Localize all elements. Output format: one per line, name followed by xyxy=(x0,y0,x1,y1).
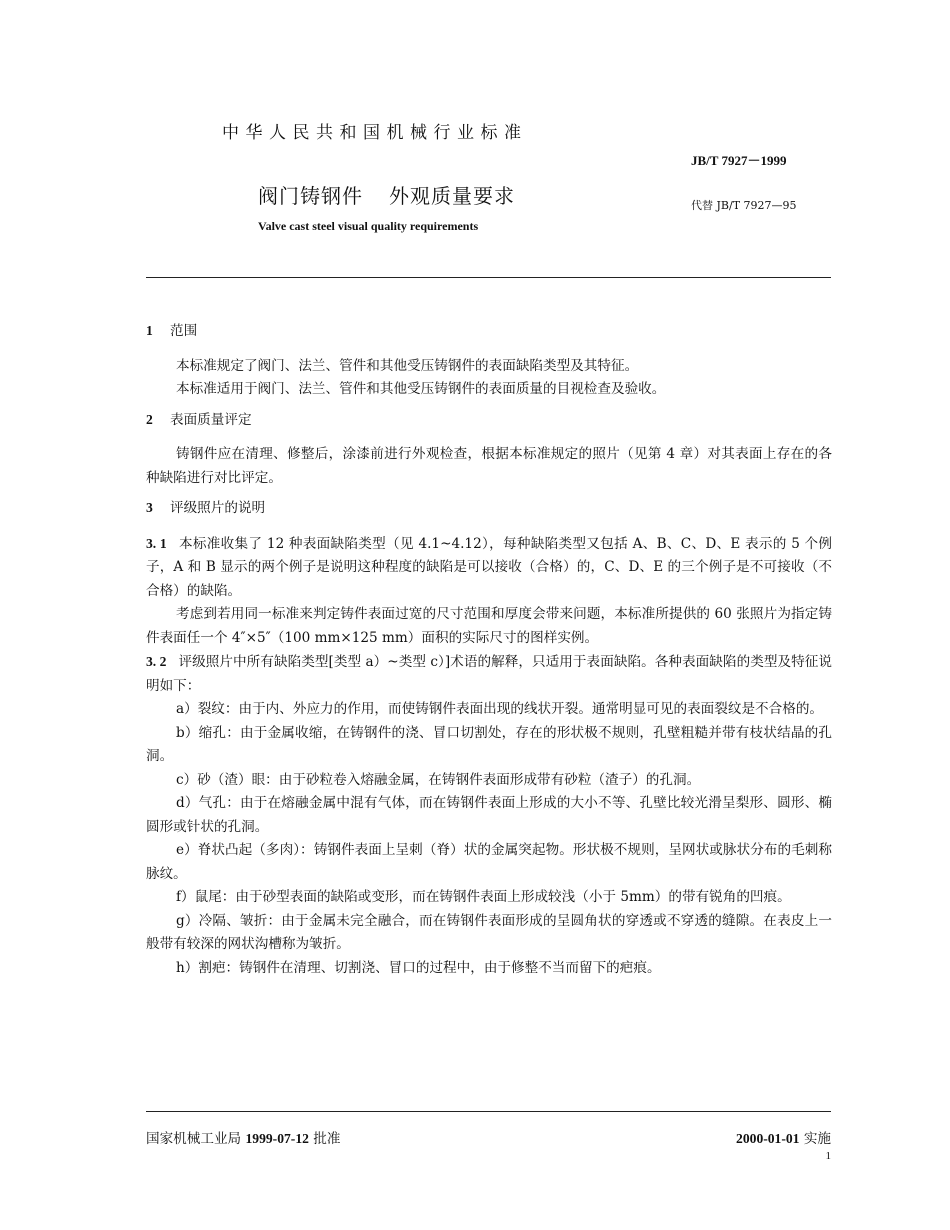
subsection-number: 3. 2 xyxy=(146,654,167,669)
section-heading xyxy=(146,496,832,521)
defect-item-a: a）裂纹：由于内、外应力的作用，而使铸钢件表面出现的线状开裂。通常明显可见的表面裂纹是不合格的。 xyxy=(176,701,824,717)
document-body xyxy=(146,316,832,980)
section-title: 范围 xyxy=(170,323,198,339)
subsection-text: 本标准收集了 12 种表面缺陷类型（见 4.1~4.12），每种缺陷类型又包括 A、B、C、D、E 表示的 5 个例子，A 和 B 显示的两个例子是说明这种程度的缺陷是可以接收（合格）的，C、D、E 的三个例子是不可接收（不合格）的缺陷。 xyxy=(146,535,832,599)
replaces-note: 代替 JB/T 7927—95 xyxy=(691,199,797,212)
paragraph: 本标准适用于阀门、法兰、管件和其他受压铸钢件的表面质量的目视检查及验收。 xyxy=(176,381,666,397)
approve-label: 批准 xyxy=(313,1131,341,1147)
subsection-number: 3. 1 xyxy=(146,535,167,551)
section-number: 3 xyxy=(146,500,153,515)
defect-item-g: g）冷隔、皱折：由于金属未完全融合，而在铸钢件表面形成的呈圆角状的穿透或不穿透的缝隙。在表皮上一般带有较深的网状沟槽称为皱折。 xyxy=(146,912,832,952)
title-part-2: 外观质量要求 xyxy=(389,184,515,208)
page-number: 1 xyxy=(825,1150,831,1162)
subsection-text: 评级照片中所有缺陷类型[类型 a）~类型 c）]术语的解释，只适用于表面缺陷。各种表面缺陷的类型及特征说明如下： xyxy=(146,654,832,694)
section-heading xyxy=(146,408,832,433)
subsection-3-2 xyxy=(146,650,832,698)
defect-item-d: d）气孔：由于在熔融金属中混有气体，而在铸钢件表面上形成的大小不等、孔壁比较光滑呈梨形、圆形、椭圆形或针状的孔洞。 xyxy=(146,795,832,835)
title-part-1: 阀门铸钢件 xyxy=(258,184,363,208)
issuing-organization: 中华人民共和国机械行业标准 xyxy=(222,123,528,143)
approval-info xyxy=(146,1127,340,1147)
subsection-3-1 xyxy=(146,532,832,604)
english-title: Valve cast steel visual quality requirements xyxy=(258,219,479,233)
paragraph: 考虑到若用同一标准来判定铸件表面过宽的尺寸范围和厚度会带来问题，本标准所提供的 60 张照片为指定铸件表面任一个 4″×5″（100 mm×125 mm）面积的实际尺寸的图样实例。 xyxy=(146,606,832,646)
defect-item-c: c）砂（渣）眼：由于砂粒卷入熔融金属，在铸钢件表面形成带有砂粒（渣子）的孔洞。 xyxy=(176,771,701,788)
effective-date: 2000-01-01 xyxy=(736,1131,800,1146)
section-title: 表面质量评定 xyxy=(170,411,252,428)
section-number: 1 xyxy=(146,323,153,338)
defect-item-h: h）割疤：铸钢件在清理、切割浇、冒口的过程中，由于修整不当而留下的疤痕。 xyxy=(176,959,661,976)
defect-item-f: f）鼠尾：由于砂型表面的缺陷或变形，而在铸钢件表面上形成较浅（小于 5mm）的带有锐角的凹痕。 xyxy=(176,889,791,905)
paragraph: 本标准规定了阀门、法兰、管件和其他受压铸钢件的表面缺陷类型及其特征。 xyxy=(176,357,639,374)
section-number: 2 xyxy=(146,411,153,427)
issuer: 国家机械工业局 xyxy=(146,1131,242,1147)
header-divider xyxy=(146,277,831,278)
effective-info xyxy=(736,1127,831,1147)
approve-date: 1999-07-12 xyxy=(245,1131,309,1146)
paragraph: 铸钢件应在清理、修整后，涂漆前进行外观检查，根据本标准规定的照片（见第 4 章）对其表面上存在的各种缺陷进行对比评定。 xyxy=(146,446,832,486)
defect-item-e: e）脊状凸起（多肉）：铸钢件表面上呈刺（脊）状的金属突起物。形状极不规则，呈网状或脉状分布的毛刺称脉纹。 xyxy=(146,842,832,882)
defect-item-b: b）缩孔：由于金属收缩，在铸钢件的浇、冒口切割处，存在的形状极不规则，孔壁粗糙并带有枝状结晶的孔洞。 xyxy=(146,724,832,764)
effective-label: 实施 xyxy=(803,1131,831,1147)
standard-code: JB/T 7927－1999 xyxy=(691,153,787,168)
section-title: 评级照片的说明 xyxy=(170,500,266,516)
document-title xyxy=(258,180,515,209)
footer-divider xyxy=(146,1111,831,1112)
section-heading xyxy=(146,319,832,344)
